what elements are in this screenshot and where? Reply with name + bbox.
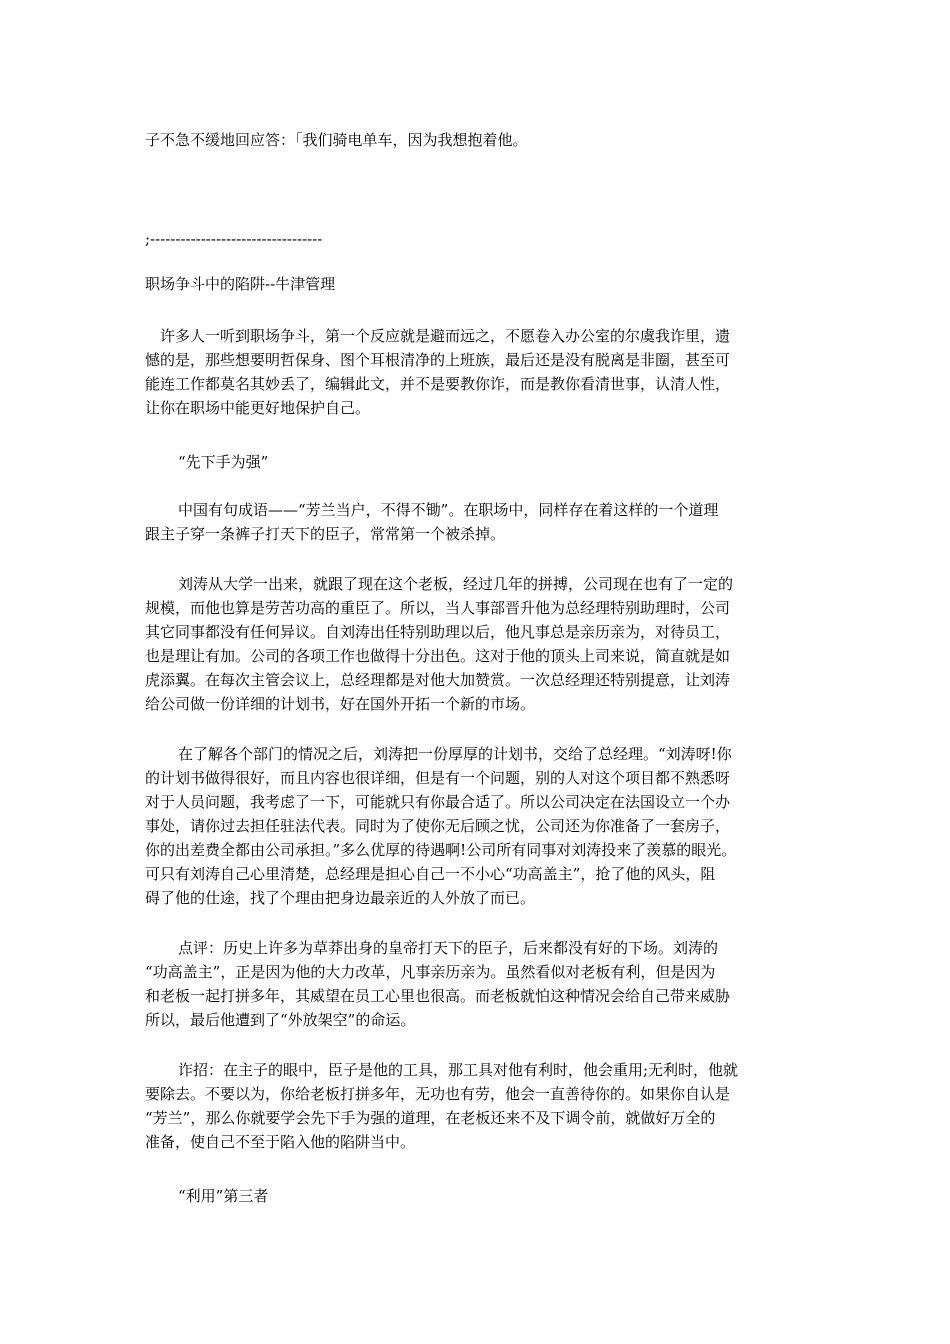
paragraph-line: 碍了他的仕途，找了个理由把身边最亲近的人外放了而已。	[145, 889, 536, 907]
paragraph-line: 其它同事都没有任何异议。自刘涛出任特别助理以后，他凡事总是亲历亲为，对待员工，	[145, 623, 731, 641]
paragraph-line: 对于人员问题，我考虑了一下，可能就只有你最合适了。所以公司决定在法国设立一个办	[145, 793, 731, 811]
paragraph-line: 规模，而他也算是劳苦功高的重臣了。所以，当人事部晋升他为总经理特别助理时，公司	[145, 599, 731, 617]
paragraph-line: 虎添翼。在每次主管会议上，总经理都是对他大加赞赏。一次总经理还特别提意，让刘涛	[145, 671, 731, 689]
section-heading: “利用”第三者	[178, 1187, 269, 1205]
separator-line: ;----------------------------------	[145, 230, 323, 248]
paragraph-line: 的计划书做得很好，而且内容也很详细，但是有一个问题，别的人对这个项目都不熟悉呀	[145, 769, 731, 787]
paragraph-line: “芳兰”，那么你就要学会先下手为强的道理，在老板还来不及下调令前，就做好万全的	[145, 1109, 716, 1127]
continued-text-line: 子不急不缓地回应答：「我们骑电单车，因为我想抱着他。	[145, 131, 528, 149]
paragraph-line: 中国有句成语——“芳兰当户，不得不锄”。在职场中，同样存在着这样的一个道理	[178, 501, 719, 519]
paragraph-line: 也是理让有加。公司的各项工作也做得十分出色。这对于他的顶头上司来说，简直就是如	[145, 647, 731, 665]
intro-line: 憾的是，那些想要明哲保身、图个耳根清净的上班族，最后还是没有脱离是非圈，甚至可	[145, 351, 731, 369]
paragraph-line: 和老板一起打拼多年，其威望在员工心里也很高。而老板就怕这种情况会给自己带来威胁	[145, 987, 731, 1005]
paragraph-line: 所以，最后他遭到了“外放架空”的命运。	[145, 1011, 416, 1029]
paragraph-line: 你的出差费全都由公司承担。”多么优厚的待遇啊!公司所有同事对刘涛投来了羡慕的眼光。	[145, 841, 737, 859]
paragraph-line: 给公司做一份详细的计划书，好在国外开拓一个新的市场。	[145, 695, 536, 713]
intro-line: 能连工作都莫名其妙丢了，编辑此文，并不是要教你诈，而是教你看清世事，认清人性，	[145, 375, 731, 393]
section-heading: “先下手为强”	[178, 453, 269, 471]
paragraph-line: “功高盖主”，正是因为他的大力改革，凡事亲历亲为。虽然看似对老板有利，但是因为	[145, 963, 716, 981]
paragraph-line: 刘涛从大学一出来，就跟了现在这个老板，经过几年的拼搏，公司现在也有了一定的	[178, 575, 734, 593]
intro-line: 让你在职场中能更好地保护自己。	[145, 399, 371, 417]
paragraph-line: 可只有刘涛自己心里清楚，总经理是担心自己一不小心“功高盖主”，抢了他的风头，阻	[145, 865, 716, 883]
paragraph-line: 跟主子穿一条裤子打天下的臣子，常常第一个被杀掉。	[145, 525, 506, 543]
intro-line: 许多人一听到职场争斗，第一个反应就是避而远之，不愿卷入办公室的尔虞我诈里，遗	[160, 327, 731, 345]
paragraph-line: 事处，请你过去担任驻法代表。同时为了使你无后顾之忧，公司还为你准备了一套房子，	[145, 817, 731, 835]
paragraph-line: 点评：历史上许多为草莽出身的皇帝打天下的臣子，后来都没有好的下场。刘涛的	[178, 939, 719, 957]
paragraph-line: 要除去。不要以为，你给老板打拼多年，无功也有劳，他会一直善待你的。如果你自认是	[145, 1085, 731, 1103]
paragraph-line: 在了解各个部门的情况之后，刘涛把一份厚厚的计划书，交给了总经理。“刘涛呀!你	[178, 745, 732, 763]
paragraph-line: 诈招：在主子的眼中，臣子是他的工具，那工具对他有利时，他会重用;无利时，他就	[178, 1061, 739, 1079]
article-title: 职场争斗中的陷阱--牛津管理	[145, 275, 336, 293]
paragraph-line: 准备，使自己不至于陷入他的陷阱当中。	[145, 1133, 416, 1151]
